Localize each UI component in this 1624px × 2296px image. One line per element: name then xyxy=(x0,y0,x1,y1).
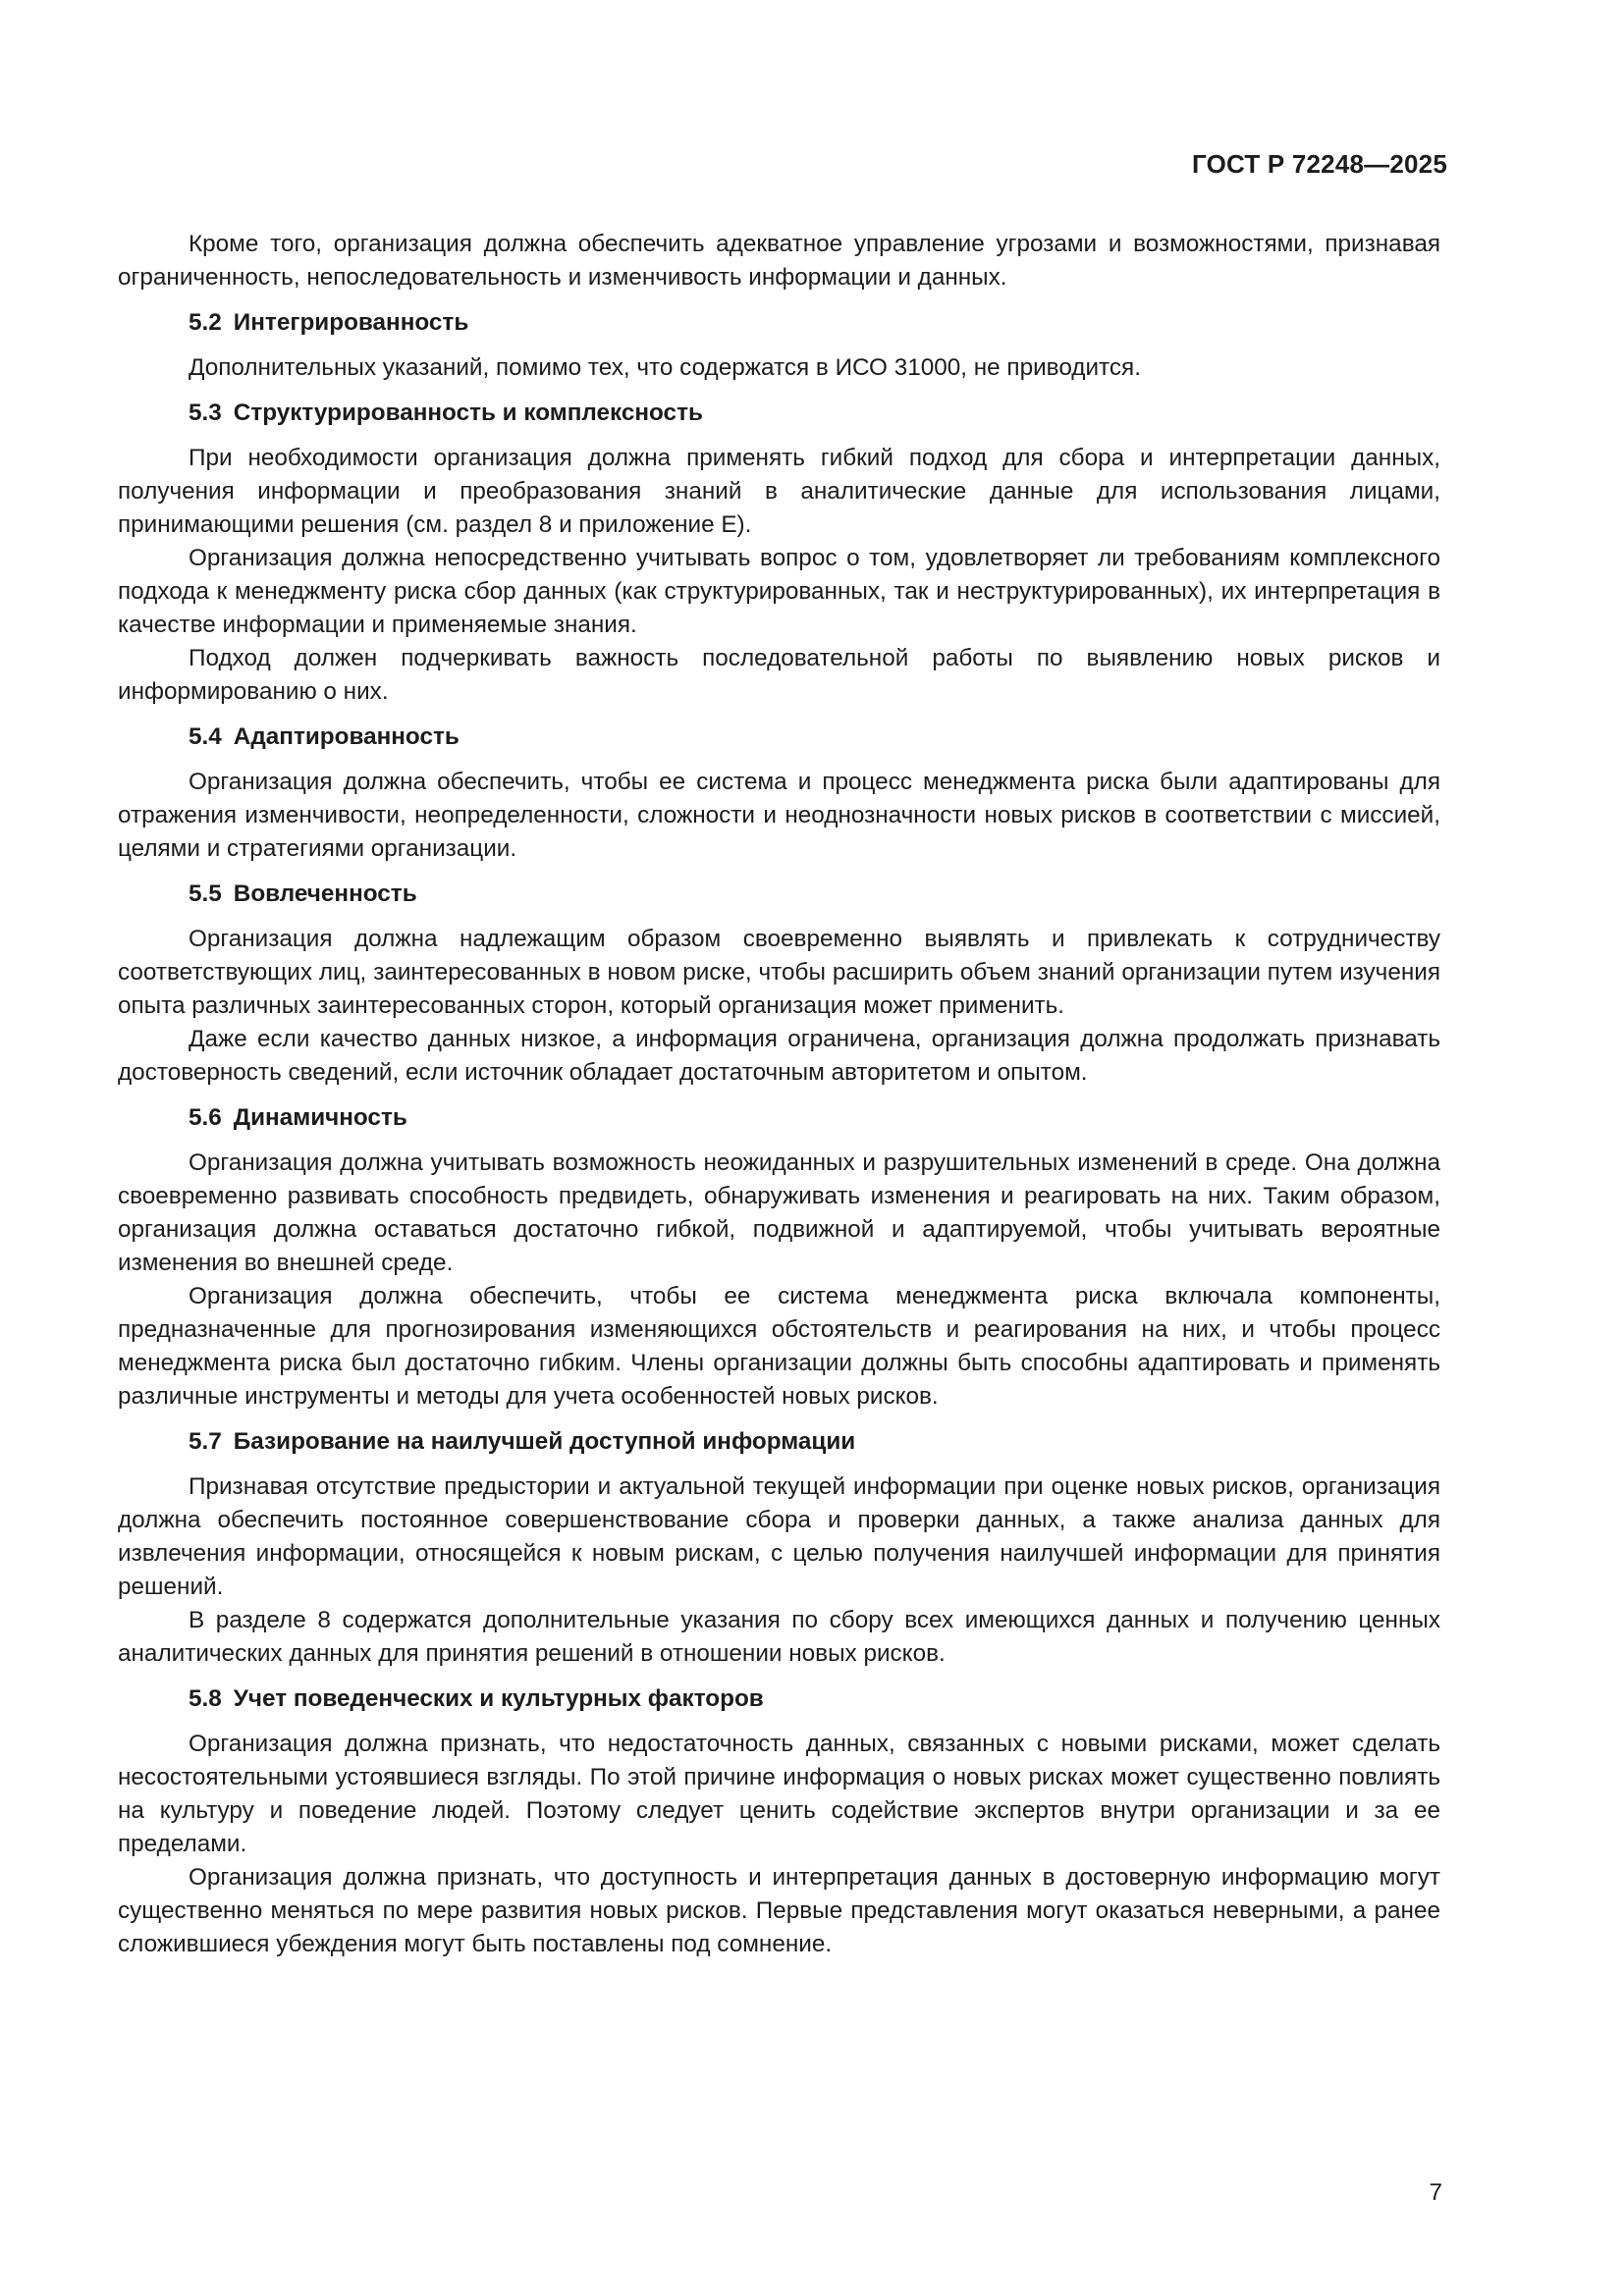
paragraph: Подход должен подчеркивать важность последовательной работы по выявлению новых рисков и информированию о них. xyxy=(118,645,1440,705)
section-heading xyxy=(189,721,1440,754)
section-heading xyxy=(189,1101,1440,1135)
section-heading xyxy=(189,306,1440,340)
section-5-3 xyxy=(118,397,1440,709)
paragraph: Организация должна признать, что доступность и интерпретация данных в достоверную информацию могут существенно меняться по мере развития новых рисков. Первые представления могут оказаться неверными, а ранее сложившиеся убеждения могут быть поставлены под сомнение. xyxy=(118,1864,1440,1957)
section-title: Адаптированность xyxy=(233,723,460,750)
section-title: Базирование на наилучшей доступной информации xyxy=(233,1428,856,1455)
section-title: Динамичность xyxy=(233,1104,407,1131)
section-5-5 xyxy=(118,878,1440,1090)
paragraph: Кроме того, организация должна обеспечить адекватное управление угрозами и возможностями, признавая ограниченность, непоследовательность и изменчивость информации и данных. xyxy=(118,231,1440,291)
section-heading xyxy=(189,878,1440,911)
document-code: ГОСТ Р 72248—2025 xyxy=(1192,149,1447,179)
document-body xyxy=(118,228,1440,1961)
section-5-6 xyxy=(118,1101,1440,1414)
paragraph: При необходимости организация должна применять гибкий подход для сбора и интерпретации данных, получения информации и преобразования знаний в аналитические данные для использования лицами, принимающими решения (см. раздел 8 и приложение Е). xyxy=(118,445,1440,538)
paragraph: В разделе 8 содержатся дополнительные указания по сбору всех имеющихся данных и получению ценных аналитических данных для принятия решений в отношении новых рисков. xyxy=(118,1607,1440,1667)
section-number: 5.5 xyxy=(189,881,222,907)
paragraph: Организация должна признать, что недостаточность данных, связанных с новыми рисками, может сделать несостоятельными устоявшиеся взгляды. По этой причине информация о новых рисках может существенно повлиять на культуру и поведение людей. Поэтому следует ценить содействие экспертов внутри организации и за ее пределами. xyxy=(118,1731,1440,1857)
section-heading xyxy=(189,397,1440,430)
section-number: 5.3 xyxy=(189,400,222,426)
section-number: 5.6 xyxy=(189,1104,222,1131)
section-5-2 xyxy=(118,306,1440,385)
paragraph: Признавая отсутствие предыстории и актуальной текущей информации при оценке новых рисков, организация должна обеспечить постоянное совершенствование сбора и проверки данных, а также анализа данных для извлечения информации, относящейся к новым рискам, с целью получения наилучшей информации для принятия решений. xyxy=(118,1473,1440,1600)
section-number: 5.2 xyxy=(189,309,222,336)
paragraph: Дополнительных указаний, помимо тех, что содержатся в ИСО 31000, не приводится. xyxy=(189,354,1141,381)
section-5-8 xyxy=(118,1682,1440,1961)
section-title: Структурированность и комплексность xyxy=(233,400,703,426)
section-title: Интегрированность xyxy=(233,309,469,336)
section-5-7 xyxy=(118,1425,1440,1671)
paragraph: Организация должна обеспечить, чтобы ее система менеджмента риска включала компоненты, предназначенные для прогнозирования изменяющихся обстоятельств и реагирования на них, и чтобы процесс менеджмента риска был достаточно гибким. Члены организации должны быть способны адаптировать и применять различные инструменты и методы для учета особенностей новых рисков. xyxy=(118,1283,1440,1410)
paragraph: Организация должна непосредственно учитывать вопрос о том, удовлетворяет ли требованиям комплексного подхода к менеджменту риска сбор данных (как структурированных, так и неструктурированных), их интерпретация в качестве информации и применяемые знания. xyxy=(118,545,1440,638)
section-title: Учет поведенческих и культурных факторов xyxy=(233,1685,764,1712)
section-title: Вовлеченность xyxy=(233,881,417,907)
section-5-4 xyxy=(118,721,1440,866)
page-number: 7 xyxy=(1429,2179,1442,2206)
paragraph: Организация должна обеспечить, чтобы ее система и процесс менеджмента риска были адаптированы для отражения изменчивости, неопределенности, сложности и неоднозначности новых рисков в соответствии с миссией, целями и стратегиями организации. xyxy=(118,769,1440,862)
section-number: 5.8 xyxy=(189,1685,222,1712)
section-heading xyxy=(189,1682,1440,1716)
paragraph: Даже если качество данных низкое, а информация ограничена, организация должна продолжать признавать достоверность сведений, если источник обладает достаточным авторитетом и опытом. xyxy=(118,1026,1440,1086)
paragraph: Организация должна учитывать возможность неожиданных и разрушительных изменений в среде. Она должна своевременно развивать способность предвидеть, обнаруживать изменения и реагировать на них. Таким образом, организация должна оставаться достаточно гибкой, подвижной и адаптируемой, чтобы учитывать вероятные изменения во внешней среде. xyxy=(118,1149,1440,1276)
section-heading xyxy=(189,1425,1440,1459)
section-number: 5.4 xyxy=(189,723,222,750)
paragraph: Организация должна надлежащим образом своевременно выявлять и привлекать к сотрудничеству соответствующих лиц, заинтересованных в новом риске, чтобы расширить объем знаний организации путем изучения опыта различных заинтересованных сторон, который организация может применить. xyxy=(118,926,1440,1019)
section-number: 5.7 xyxy=(189,1428,222,1455)
